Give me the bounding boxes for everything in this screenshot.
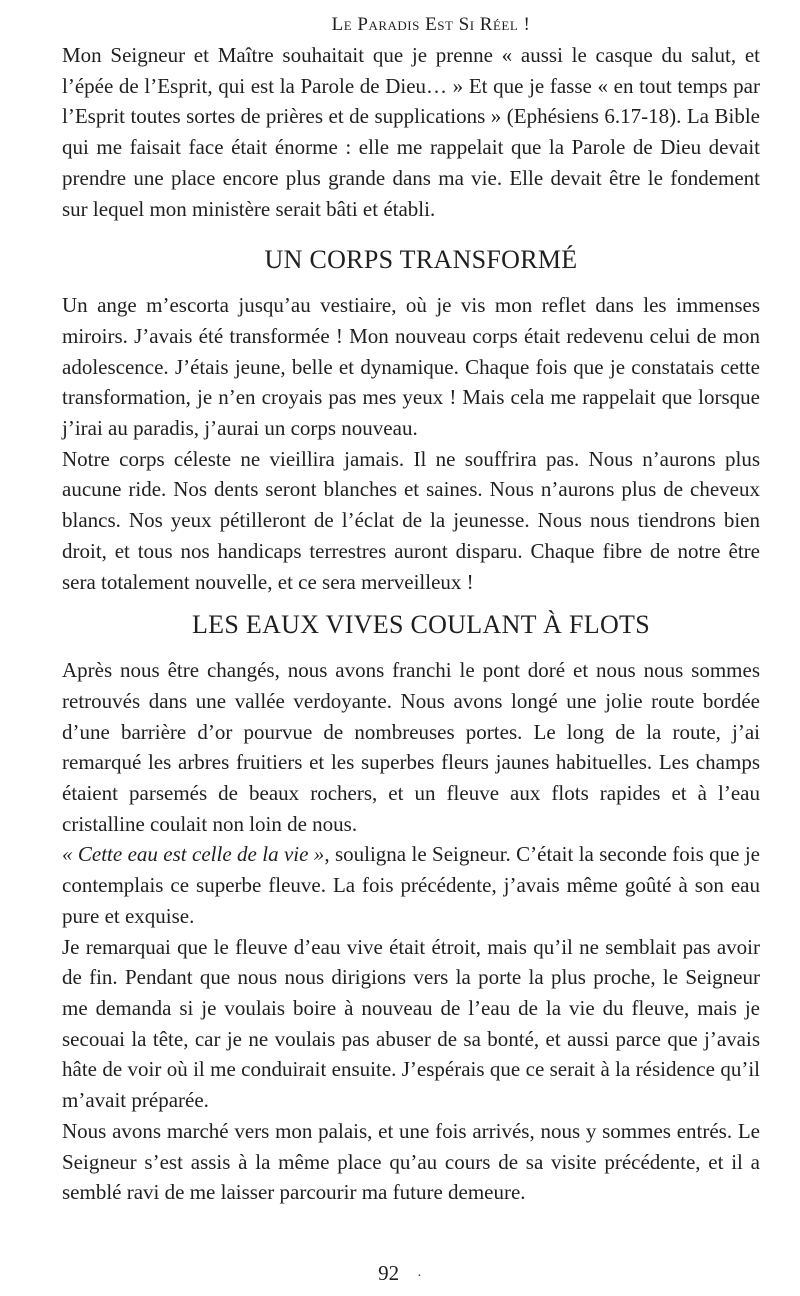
book-page [62, 0, 760, 1208]
paragraph-intro: Mon Seigneur et Maître souhaitait que je prenne « aussi le casque du salut, et l’épée de l’Esprit, qui est la Parole de Dieu… » Et que je fasse « en tout temps par l’Esprit toutes sortes de prières et de supplications » (Ephésiens 6.17-18). La Bible qui me faisait face était énorme : elle me rappelait que la Parole de Dieu devait prendre une place encore plus grande dans ma vie. Elle devait être le fondement sur lequel mon ministère serait bâti et établi. [62, 43, 760, 221]
paragraph-corps-celeste: Notre corps céleste ne vieillira jamais. Il ne souffrira pas. Nous n’aurons plus aucune ride. Nos dents seront blanches et saines. Nous n’aurons plus de cheveux blancs. Nos yeux pétilleront de l’éclat de la jeunesse. Nous nous tiendrons bien droit, et tous nos handicaps terrestres auront disparu. Chaque fibre de notre être sera totalement nouvelle, et ce sera merveilleux ! [62, 446, 760, 594]
paragraph-vallee: Après nous être changés, nous avons franchi le pont doré et nous nous sommes retrouvés dans une vallée verdoyante. Nous avons longé une jolie route bordée d’une barrière d’or pourvue de nombreuses portes. Le long de la route, j’ai remarqué les arbres fruitiers et les superbes fleurs jaunes habituelles. Les champs étaient parsemés de beaux rochers, et un fleuve aux flots rapides et à l’eau cristalline coulait non loin de nous. [62, 658, 760, 836]
paragraph-eau-de-vie [62, 839, 760, 931]
page-number-value: 92 [378, 1261, 400, 1285]
body-text [62, 40, 760, 1208]
page-number-mark: · [417, 1269, 422, 1284]
section-heading-corps-transforme: UN CORPS TRANSFORMÉ [264, 245, 578, 275]
running-head: Le Paradis Est Si Réel ! [331, 14, 531, 35]
paragraph-transformation: Un ange m’escorta jusqu’au vestiaire, où je vis mon reflet dans les immenses miroirs. J’avais été transformée ! Mon nouveau corps était redevenu celui de mon adolescence. J’étais jeune, belle et dynamique. Chaque fois que je constatais cette transformation, je n’en croyais pas mes yeux ! Mais cela me rappelait que lorsque j’irai au paradis, j’aurai un corps nouveau. [62, 293, 760, 441]
quote-eau-de-vie: « Cette eau est celle de la vie » [62, 842, 325, 867]
paragraph-eau-de-vie-rest: , souligna le Seigneur. C’était la seconde fois que je contemplais ce superbe fleuve. La fois précédente, j’avais même goûté à son eau pure et exquise. [62, 842, 760, 928]
section-heading-eaux-vives: LES EAUX VIVES COULANT À FLOTS [192, 610, 650, 640]
paragraph-palais: Nous avons marché vers mon palais, et une fois arrivés, nous y sommes entrés. Le Seigneur s’est assis à la même place qu’au cours de sa visite précédente, et il a semblé ravi de me laisser parcourir ma future demeure. [62, 1118, 760, 1205]
page-number [0, 1258, 800, 1292]
paragraph-fleuve: Je remarquai que le fleuve d’eau vive était étroit, mais qu’il ne semblait pas avoir de fin. Pendant que nous nous dirigions vers la porte la plus proche, le Seigneur me demanda si je voulais boire à nouveau de l’eau de la vie du fleuve, mais je secouai la tête, car je ne voulais pas abuser de sa bonté, et aussi parce que j’avais hâte de voir où il me conduirait ensuite. J’espérais que ce serait à la résidence qu’il m’avait préparée. [62, 934, 760, 1113]
